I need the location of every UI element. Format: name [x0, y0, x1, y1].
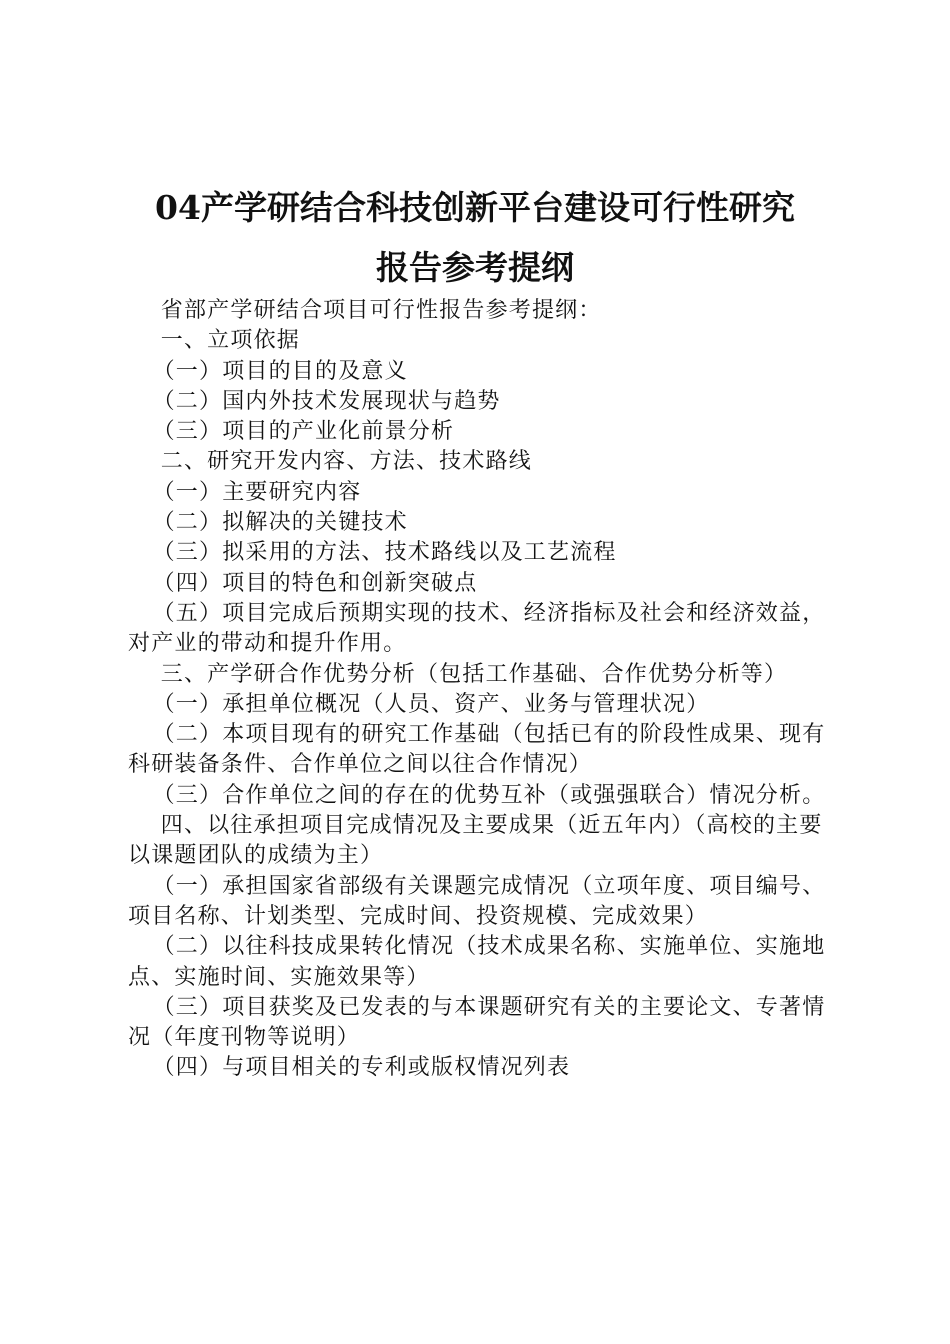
paragraph-item: （四）与项目相关的专利或版权情况列表 [128, 1055, 571, 1081]
paragraph-section-2: 二、研究开发内容、方法、技术路线 [128, 449, 532, 475]
paragraph-item: （三）项目获奖及已发表的与本课题研究有关的主要论文、专著情况（年度刊物等说明） [128, 994, 826, 1051]
paragraph-item: （二）拟解决的关键技术 [128, 510, 408, 536]
paragraph-section-3: 三、产学研合作优势分析（包括工作基础、合作优势分析等） [128, 661, 788, 687]
paragraph-item: （五）项目完成后预期实现的技术、经济指标及社会和经济效益，对产业的带动和提升作用。 [128, 600, 826, 657]
paragraph-item: （三）拟采用的方法、技术路线以及工艺流程 [128, 540, 617, 566]
paragraph-item: （二）本项目现有的研究工作基础（包括已有的阶段性成果、现有科研装备条件、合作单位之间以往合作情况） [128, 722, 826, 778]
paragraph-item: （一）承担国家省部级有关课题完成情况（立项年度、项目编号、项目名称、计划类型、完成时间、投资规模、完成效果） [128, 873, 826, 929]
paragraph-item: （一）承担单位概况（人员、资产、业务与管理状况） [128, 691, 710, 717]
document-body [128, 296, 840, 1084]
paragraph-item: （一）主要研究内容 [128, 479, 362, 505]
paragraph-intro: 省部产学研结合项目可行性报告参考提纲： [128, 298, 602, 323]
paragraph-item: （二）以往科技成果转化情况（技术成果名称、实施单位、实施地点、实施时间、实施效果等） [128, 934, 826, 990]
paragraph-section-1: 一、立项依据 [128, 328, 300, 354]
paragraph-item: （三）项目的产业化前景分析 [128, 419, 455, 445]
paragraph-section-4: 四、以往承担项目完成情况及主要成果（近五年内）（高校的主要以课题团队的成绩为主） [128, 813, 823, 869]
document-title-line-2: 报告参考提纲 [376, 248, 574, 287]
paragraph-item: （一）项目的目的及意义 [128, 358, 408, 384]
paragraph-item: （二）国内外技术发展现状与趋势 [128, 388, 501, 414]
paragraph-item: （三）合作单位之间的存在的优势互补（或强强联合）情况分析。 [128, 782, 826, 808]
document-title-line-1: 04产学研结合科技创新平台建设可行性研究 [155, 188, 795, 227]
paragraph-item: （四）项目的特色和创新突破点 [128, 570, 478, 596]
